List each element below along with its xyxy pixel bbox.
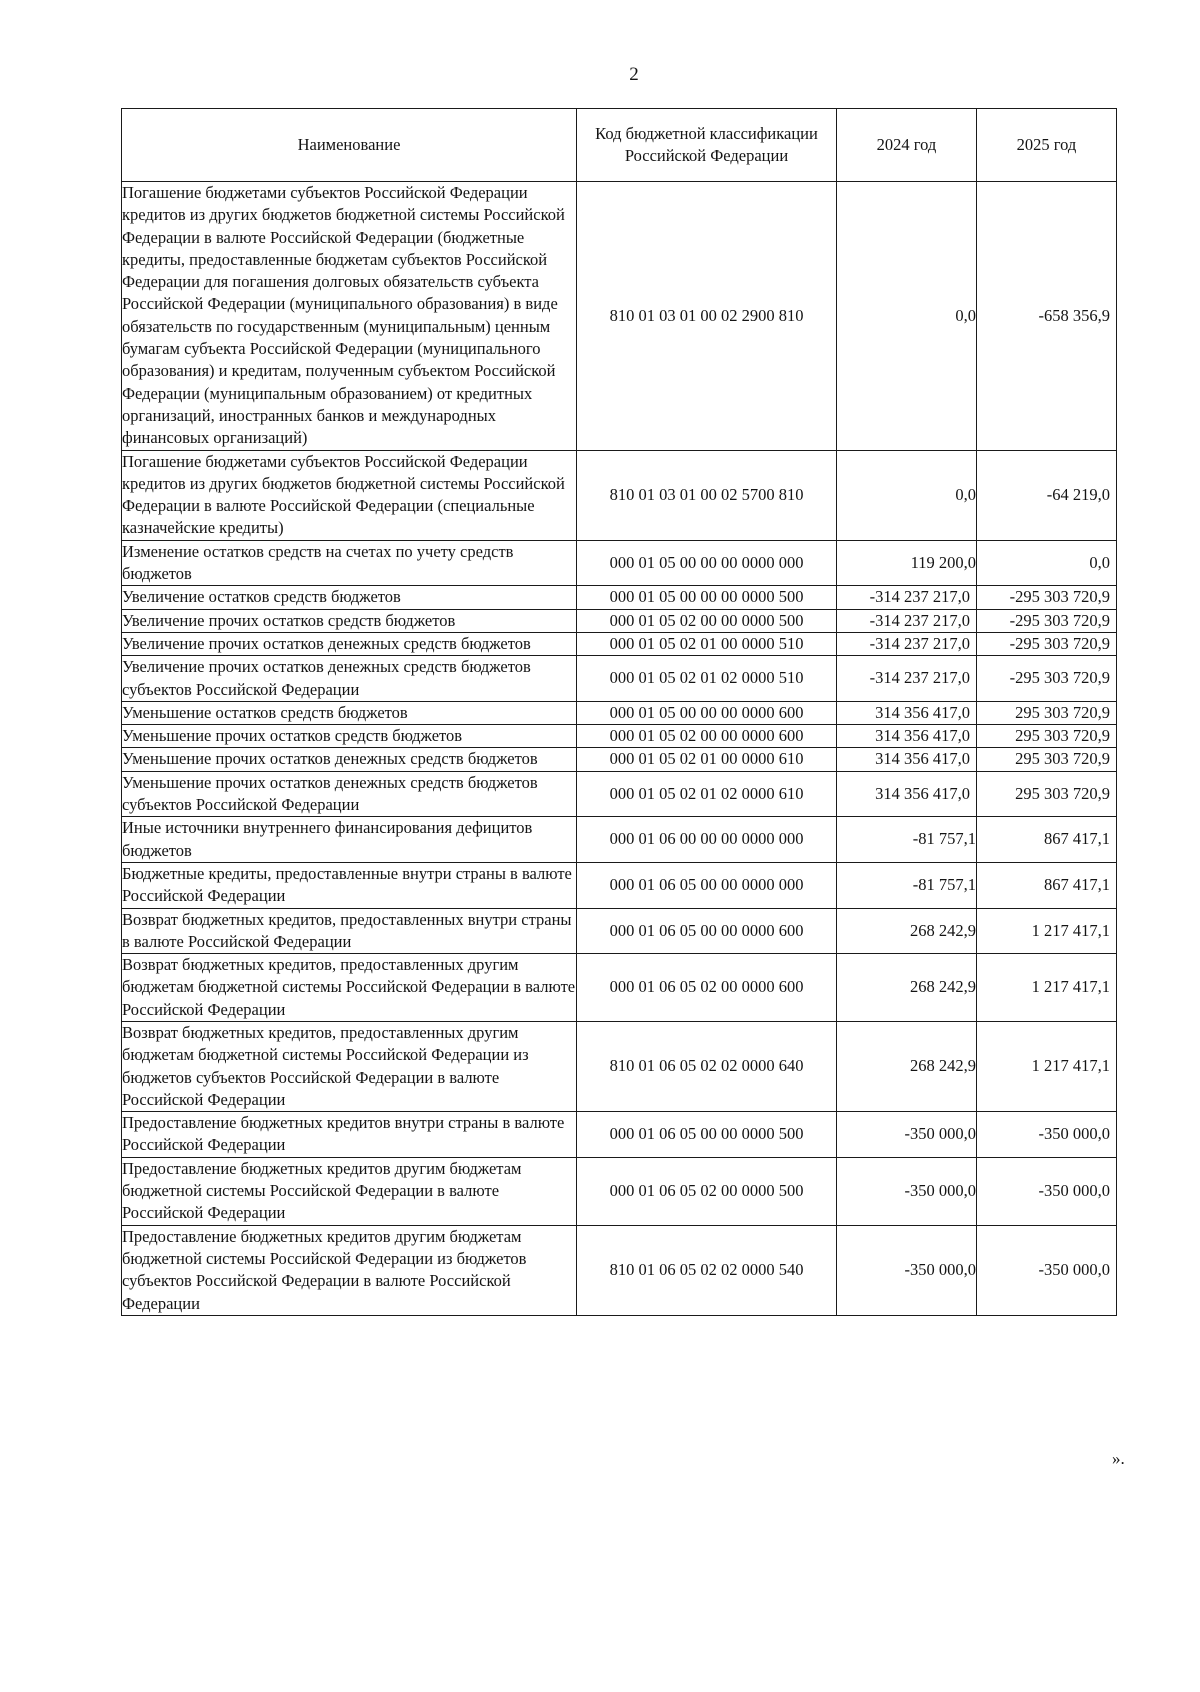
row-code: 810 01 03 01 00 02 2900 810 [577, 182, 837, 451]
table-row [122, 609, 1117, 632]
table-row [122, 748, 1117, 771]
row-name: Уменьшение прочих остатков денежных средств бюджетов субъектов Российской Федерации [122, 771, 577, 817]
table-row [122, 701, 1117, 724]
table-row [122, 450, 1117, 540]
row-name: Предоставление бюджетных кредитов другим бюджетам бюджетной системы Российской Федерации из бюджетов субъектов Российской Федерации в валюте Российской Федерации [122, 1225, 577, 1315]
row-name: Увеличение прочих остатков денежных средств бюджетов [122, 632, 577, 655]
row-value-2024: -314 237 217,0 [837, 632, 977, 655]
row-value-2025: 867 417,1 [977, 862, 1117, 908]
table-header-row [122, 109, 1117, 182]
row-value-2025: 867 417,1 [977, 817, 1117, 863]
row-code: 000 01 05 02 00 00 0000 500 [577, 609, 837, 632]
row-value-2025: -350 000,0 [977, 1225, 1117, 1315]
row-value-2024: -314 237 217,0 [837, 656, 977, 702]
row-value-2024: 119 200,0 [837, 540, 977, 586]
table-row [122, 656, 1117, 702]
row-code: 000 01 05 00 00 00 0000 500 [577, 586, 837, 609]
row-code: 000 01 06 05 00 00 0000 000 [577, 862, 837, 908]
table-row [122, 1112, 1117, 1158]
closing-quote-mark: ». [1112, 1449, 1125, 1468]
row-value-2024: 314 356 417,0 [837, 748, 977, 771]
row-value-2025: -350 000,0 [977, 1112, 1117, 1158]
table-row [122, 586, 1117, 609]
row-value-2025: 1 217 417,1 [977, 1021, 1117, 1111]
row-value-2024: -350 000,0 [837, 1112, 977, 1158]
table-row [122, 771, 1117, 817]
row-name: Предоставление бюджетных кредитов внутри страны в валюте Российской Федерации [122, 1112, 577, 1158]
table-row [122, 908, 1117, 954]
row-value-2024: 268 242,9 [837, 908, 977, 954]
header-name: Наименование [122, 109, 577, 182]
table-row [122, 1157, 1117, 1225]
table-row [122, 182, 1117, 451]
row-code: 000 01 05 00 00 00 0000 000 [577, 540, 837, 586]
row-value-2025: 295 303 720,9 [977, 771, 1117, 817]
row-code: 000 01 06 00 00 00 0000 000 [577, 817, 837, 863]
row-code: 000 01 06 05 00 00 0000 500 [577, 1112, 837, 1158]
row-name: Бюджетные кредиты, предоставленные внутри страны в валюте Российской Федерации [122, 862, 577, 908]
row-value-2024: 0,0 [837, 450, 977, 540]
row-value-2025: -64 219,0 [977, 450, 1117, 540]
row-code: 810 01 06 05 02 02 0000 540 [577, 1225, 837, 1315]
row-value-2025: -295 303 720,9 [977, 632, 1117, 655]
row-value-2024: -81 757,1 [837, 817, 977, 863]
row-value-2025: -350 000,0 [977, 1157, 1117, 1225]
row-code: 000 01 05 02 00 00 0000 600 [577, 725, 837, 748]
row-name: Увеличение прочих остатков средств бюджетов [122, 609, 577, 632]
row-code: 000 01 06 05 00 00 0000 600 [577, 908, 837, 954]
page-number: 2 [629, 64, 639, 85]
row-value-2025: -295 303 720,9 [977, 586, 1117, 609]
row-name: Увеличение прочих остатков денежных средств бюджетов субъектов Российской Федерации [122, 656, 577, 702]
row-value-2025: -295 303 720,9 [977, 656, 1117, 702]
row-value-2024: 268 242,9 [837, 954, 977, 1022]
row-code: 000 01 05 02 01 02 0000 510 [577, 656, 837, 702]
budget-sources-table [121, 108, 1117, 1316]
table-row [122, 1225, 1117, 1315]
table-row [122, 862, 1117, 908]
row-code: 810 01 03 01 00 02 5700 810 [577, 450, 837, 540]
row-code: 000 01 05 02 01 00 0000 610 [577, 748, 837, 771]
table-row [122, 725, 1117, 748]
row-value-2024: 314 356 417,0 [837, 771, 977, 817]
table-row [122, 632, 1117, 655]
table-row [122, 817, 1117, 863]
row-code: 000 01 06 05 02 00 0000 600 [577, 954, 837, 1022]
row-name: Возврат бюджетных кредитов, предоставленных внутри страны в валюте Российской Федерации [122, 908, 577, 954]
row-value-2024: -314 237 217,0 [837, 586, 977, 609]
row-value-2024: -350 000,0 [837, 1225, 977, 1315]
row-value-2024: -81 757,1 [837, 862, 977, 908]
header-year-2024: 2024 год [837, 109, 977, 182]
row-name: Уменьшение остатков средств бюджетов [122, 701, 577, 724]
row-value-2024: 0,0 [837, 182, 977, 451]
row-value-2025: 1 217 417,1 [977, 908, 1117, 954]
row-value-2025: 1 217 417,1 [977, 954, 1117, 1022]
row-code: 000 01 05 00 00 00 0000 600 [577, 701, 837, 724]
row-name: Иные источники внутреннего финансирования дефицитов бюджетов [122, 817, 577, 863]
row-name: Погашение бюджетами субъектов Российской Федерации кредитов из других бюджетов бюджетной системы Российской Федерации в валюте Российской Федерации (специальные казначейские кредиты) [122, 450, 577, 540]
row-value-2025: 295 303 720,9 [977, 748, 1117, 771]
row-value-2024: -314 237 217,0 [837, 609, 977, 632]
row-name: Предоставление бюджетных кредитов другим бюджетам бюджетной системы Российской Федерации в валюте Российской Федерации [122, 1157, 577, 1225]
row-value-2025: 0,0 [977, 540, 1117, 586]
row-name: Погашение бюджетами субъектов Российской Федерации кредитов из других бюджетов бюджетной системы Российской Федерации в валюте Российской Федерации (бюджетные кредиты, предоставленные бюджетам субъектов Российской Федерации для погашения долговых обязательств субъекта Российской Федерации (муниципального образования) в виде обязательств по государственным (муниципальным) ценным бумагам субъекта Российской Федерации (муниципального образования) и кредитам, полученным субъектом Российской Федерации (муниципальным образованием) от кредитных организаций, иностранных банков и международных финансовых организаций) [122, 182, 577, 451]
row-value-2024: 314 356 417,0 [837, 701, 977, 724]
table-row [122, 1021, 1117, 1111]
table-row [122, 954, 1117, 1022]
row-code: 000 01 05 02 01 02 0000 610 [577, 771, 837, 817]
row-value-2025: -295 303 720,9 [977, 609, 1117, 632]
row-name: Возврат бюджетных кредитов, предоставленных другим бюджетам бюджетной системы Российской Федерации из бюджетов субъектов Российской Федерации в валюте Российской Федерации [122, 1021, 577, 1111]
row-code: 000 01 06 05 02 00 0000 500 [577, 1157, 837, 1225]
row-name: Уменьшение прочих остатков денежных средств бюджетов [122, 748, 577, 771]
row-value-2025: 295 303 720,9 [977, 725, 1117, 748]
header-year-2025: 2025 год [977, 109, 1117, 182]
header-code: Код бюджетной классификации Российской Федерации [577, 109, 837, 182]
row-value-2025: -658 356,9 [977, 182, 1117, 451]
row-value-2025: 295 303 720,9 [977, 701, 1117, 724]
row-value-2024: 314 356 417,0 [837, 725, 977, 748]
row-code: 810 01 06 05 02 02 0000 640 [577, 1021, 837, 1111]
row-value-2024: 268 242,9 [837, 1021, 977, 1111]
row-value-2024: -350 000,0 [837, 1157, 977, 1225]
table-row [122, 540, 1117, 586]
row-code: 000 01 05 02 01 00 0000 510 [577, 632, 837, 655]
row-name: Уменьшение прочих остатков средств бюджетов [122, 725, 577, 748]
row-name: Возврат бюджетных кредитов, предоставленных другим бюджетам бюджетной системы Российской Федерации в валюте Российской Федерации [122, 954, 577, 1022]
row-name: Увеличение остатков средств бюджетов [122, 586, 577, 609]
row-name: Изменение остатков средств на счетах по учету средств бюджетов [122, 540, 577, 586]
